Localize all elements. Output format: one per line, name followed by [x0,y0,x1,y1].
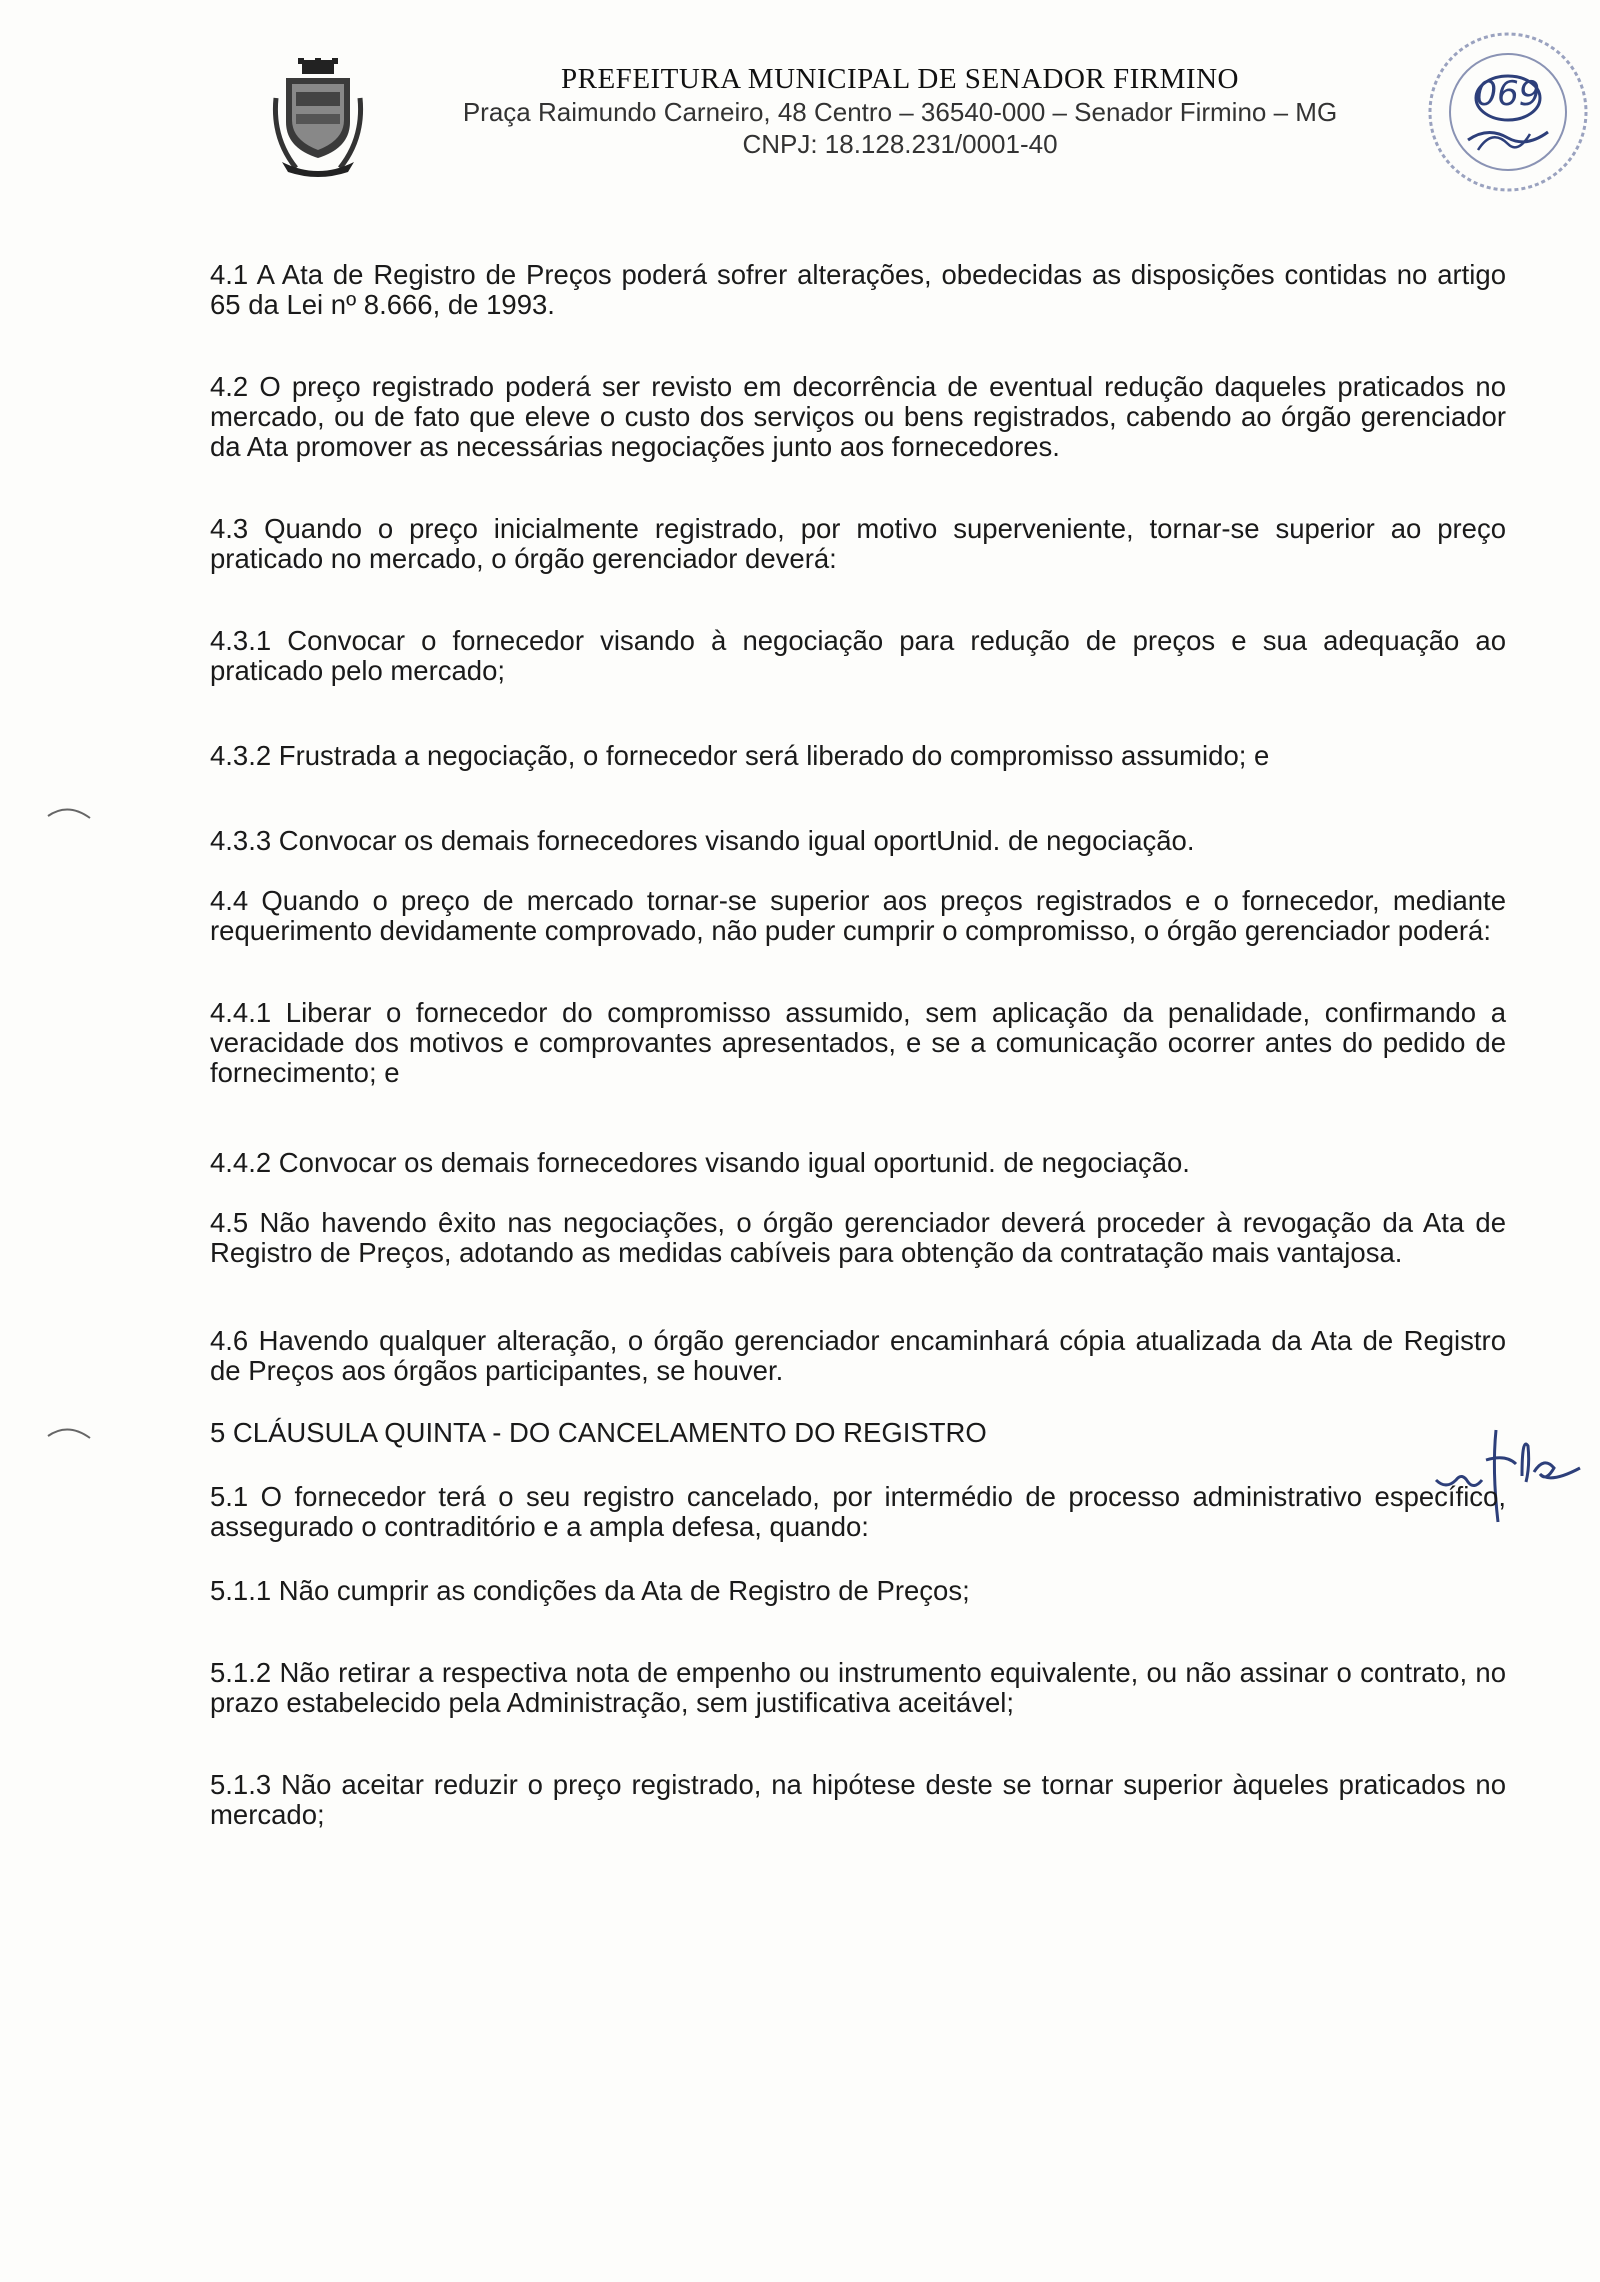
clause-4-3-1: 4.3.1 Convocar o fornecedor visando à negociação para redução de preços e sua adequação ao praticado pelo mercado; [210,625,1506,686]
clause-4-3-3: 4.3.3 Convocar os demais fornecedores visando igual oportUnid. de negociação. [210,825,1195,856]
letterhead [0,0,1600,200]
clause-4-1: 4.1 A Ata de Registro de Preços poderá sofrer alterações, obedecidas as disposições contidas no artigo 65 da Lei nº 8.666, de 1993. [210,259,1506,320]
municipal-coat-of-arms-icon [272,58,364,178]
clause-4-5: 4.5 Não havendo êxito nas negociações, o órgão gerenciador deverá proceder à revogação da Ata de Registro de Preços, adotando as medidas cabíveis para obtenção da contratação mais vantajosa. [210,1207,1506,1268]
letterhead-text [380,62,1420,160]
document-body [210,252,1506,1830]
page-number-stamp [1418,22,1598,202]
clause-4-6: 4.6 Havendo qualquer alteração, o órgão gerenciador encaminhará cópia atualizada da Ata de Registro de Preços aos órgãos participantes, se houver. [210,1325,1506,1386]
page-number: 069 [1475,74,1541,114]
municipality-title: PREFEITURA MUNICIPAL DE SENADOR FIRMINO [561,63,1239,95]
clause-5-1-3: 5.1.3 Não aceitar reduzir o preço registrado, na hipótese deste se tornar superior àqueles praticados no mercado; [210,1769,1506,1830]
margin-tick-mark-icon [44,1418,94,1442]
clause-4-4-1: 4.4.1 Liberar o fornecedor do compromisso assumido, sem aplicação da penalidade, confirmando a veracidade dos motivos e comprovantes apresentados, e se a comunicação ocorrer antes do pedido de fornecimento; e [210,997,1506,1088]
clause-5-1: 5.1 O fornecedor terá o seu registro cancelado, por intermédio de processo administrativo específico, assegurado o contraditório e a ampla defesa, quando: [210,1481,1506,1542]
municipality-address: Praça Raimundo Carneiro, 48 Centro – 36540-000 – Senador Firmino – MG [462,97,1338,127]
clause-4-3-2: 4.3.2 Frustrada a negociação, o fornecedor será liberado do compromisso assumido; e [210,740,1270,771]
clause-5-1-1: 5.1.1 Não cumprir as condições da Ata de Registro de Preços; [210,1575,970,1606]
margin-tick-mark-icon [44,798,94,822]
clause-4-3: 4.3 Quando o preço inicialmente registrado, por motivo superveniente, tornar-se superior ao preço praticado no mercado, o órgão gerenciador deverá: [210,513,1506,574]
municipality-cnpj: CNPJ: 18.128.231/0001-40 [742,129,1058,159]
section-5-heading: 5 CLÁUSULA QUINTA - DO CANCELAMENTO DO REGISTRO [210,1417,987,1448]
clause-5-1-2: 5.1.2 Não retirar a respectiva nota de empenho ou instrumento equivalente, ou não assinar o contrato, no prazo estabelecido pela Administração, sem justificativa aceitável; [210,1657,1506,1718]
clause-4-4-2: 4.4.2 Convocar os demais fornecedores visando igual oportunid. de negociação. [210,1147,1190,1178]
clause-4-2: 4.2 O preço registrado poderá ser revisto em decorrência de eventual redução daqueles praticados no mercado, ou de fato que eleve o custo dos serviços ou bens registrados, cabendo ao órgão gerenciador da Ata promover as necessárias negociações junto aos fornecedores. [210,371,1506,462]
clause-4-4: 4.4 Quando o preço de mercado tornar-se superior aos preços registrados e o fornecedor, mediante requerimento devidamente comprovado, não puder cumprir o compromisso, o órgão gerenciador poderá: [210,885,1506,946]
